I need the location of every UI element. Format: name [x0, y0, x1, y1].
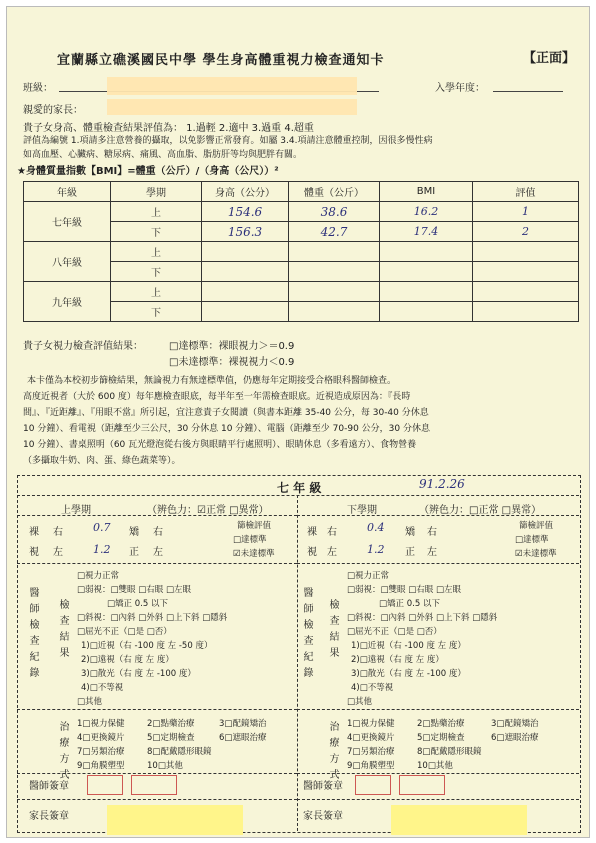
treat-item: 7□另類治療: [77, 747, 125, 757]
treat-item: 10□其他: [147, 761, 183, 771]
exam-title: 檢查結果: [57, 599, 68, 663]
intro-line1: 貴子女身高、體重檢查結果評值為： 1.過輕 2.適中 3.過重 4.超重: [23, 123, 314, 134]
exam-item: 4)□不等視: [351, 683, 394, 693]
divider: [17, 563, 297, 564]
notice-line1: 本卡僅為本校初步篩檢結果，無論視力有無達標準值，仍應每年定期接受合格眼科醫師檢查。: [27, 376, 397, 386]
height-cell: 156.3: [202, 222, 289, 242]
exam-item: □其他: [77, 697, 103, 707]
doctor-stamp: [87, 775, 123, 795]
th-rating: 評值: [473, 182, 579, 202]
doctor-stamp: [355, 775, 391, 795]
exam-label: 醫師檢查紀錄: [27, 587, 38, 683]
hospital-stamp: [399, 775, 445, 795]
hospital-stamp: [131, 775, 177, 795]
naked-label-2: 視: [307, 547, 317, 558]
treat-item: 4□更換鏡片: [77, 733, 125, 743]
upper-term-label: 上學期: [61, 505, 91, 516]
term-cell: 下: [111, 222, 202, 242]
doctor-sign-label: 醫師簽章: [303, 781, 343, 792]
intro-line3: 如高血壓、心臟病、糖尿病、痛風、高血脂、脂肪肝等均與肥胖有關。: [23, 150, 303, 160]
vision-result-pass: □達標準：裸眼視力＞＝0.9: [169, 341, 295, 352]
treat-item: 1□視力保健: [77, 719, 125, 729]
left-label: 左: [327, 547, 337, 558]
divider: [17, 515, 297, 516]
exam-item: □矯正 0.5 以下: [107, 599, 168, 609]
exam-item: 1)□近視（右 -100 度 左 度）: [351, 641, 466, 651]
rating-cell: [473, 242, 579, 262]
treat-item: 4□更換鏡片: [347, 733, 395, 743]
height-cell: [202, 242, 289, 262]
grade-cell: 九年級: [24, 282, 111, 322]
right-label: 右: [427, 527, 437, 538]
greeting: 親愛的家長：: [23, 105, 83, 116]
corrected-label-2: 正: [129, 547, 139, 558]
notice-line4: 10 分鐘）、看電視（距離至少三公尺，30 分休息 10 分鐘）、電腦（距離至少 70-90 公分，30 分休息: [23, 424, 430, 434]
weight-cell: [289, 282, 380, 302]
weight-cell: [289, 302, 380, 322]
left-label: 左: [153, 547, 163, 558]
left-label: 左: [53, 547, 63, 558]
exam-item: □視力正常: [347, 571, 390, 581]
term-cell: 上: [111, 242, 202, 262]
treat-item: 10□其他: [417, 761, 453, 771]
exam-item: □斜視：□內斜 □外斜 □上下斜 □隱斜: [77, 613, 228, 623]
divider: [17, 495, 579, 496]
treat-label: 治療方式: [57, 721, 68, 785]
table-row: [24, 282, 579, 302]
divider: [297, 799, 579, 800]
treat-item: 6□遮眼治療: [491, 733, 539, 743]
notice-line5: 10 分鐘）、書桌照明（60 瓦光燈泡從右後方與眼睛平行處照明）、眼睛休息（多看遠方）、食物營養: [23, 440, 417, 450]
table-row: [24, 242, 579, 262]
exam-label: 醫師檢查紀錄: [301, 587, 312, 683]
treat-item: 5□定期檢查: [147, 733, 195, 743]
treat-item: 5□定期檢查: [417, 733, 465, 743]
term-cell: 下: [111, 302, 202, 322]
grade-cell: 八年級: [24, 242, 111, 282]
exam-item: 1)□近視（右 -100 度 左 -50 度）: [81, 641, 213, 651]
parent-sign-label: 家長簽章: [29, 811, 69, 822]
height-cell: [202, 282, 289, 302]
notice-line6: （多攝取牛奶、肉、蛋、綠色蔬菜等）。: [23, 456, 181, 466]
screen-label: 篩檢評值: [519, 521, 554, 531]
th-bmi: BMI: [380, 182, 473, 202]
divider: [297, 515, 579, 516]
intro-line2: 評值為編號 1.項請多注意營養的攝取，以免影響正常發育。如屬 3.4.項請注意體重控制，因很多慢性病: [23, 136, 433, 146]
doctor-sign-label: 醫師簽章: [29, 781, 69, 792]
class-label: 班級：: [23, 83, 53, 94]
grade-cell: 七年級: [24, 202, 111, 242]
rating-cell: [473, 282, 579, 302]
height-cell: [202, 302, 289, 322]
divider: [297, 773, 579, 774]
exam-item: □矯正 0.5 以下: [379, 599, 440, 609]
corrected-label-2: 正: [405, 547, 415, 558]
notice-card: [6, 6, 590, 838]
rating-cell: [473, 302, 579, 322]
right-label: 右: [327, 527, 337, 538]
exam-item: □視力正常: [77, 571, 120, 581]
upper-color-vision: （辨色力：☑正常 □異常）: [147, 505, 269, 516]
divider: [17, 773, 297, 774]
parent-sign-sticker: [107, 805, 243, 835]
height-cell: [202, 262, 289, 282]
right-label: 右: [153, 527, 163, 538]
naked-label-2: 視: [29, 547, 39, 558]
treat-item: 8□配戴隱形眼鏡: [417, 747, 482, 757]
bmi-cell: 16.2: [380, 202, 473, 222]
notice-line2: 高度近視者（大於 600 度）每年應檢查眼底，每半年至一年需檢查眼底。近視造成原因為：『長時: [23, 392, 411, 402]
weight-cell: 38.6: [289, 202, 380, 222]
screen-fail: ☑未達標準: [233, 549, 275, 559]
divider: [297, 563, 579, 564]
bmi-cell: [380, 242, 473, 262]
parent-sign-sticker: [391, 805, 527, 835]
rating-cell: 2: [473, 222, 579, 242]
vision-result-fail: □未達標準：裸視視力＜0.9: [169, 357, 295, 368]
term-cell: 下: [111, 262, 202, 282]
treat-item: 3□配鏡矯治: [219, 719, 267, 729]
naked-label-1: 裸: [29, 527, 39, 538]
divider: [17, 799, 297, 800]
treat-item: 2□點藥治療: [147, 719, 195, 729]
corrected-label-1: 矯: [129, 527, 139, 538]
screen-pass: □達標準: [233, 535, 267, 545]
right-label: 右: [53, 527, 63, 538]
year-label: 入學年度：: [435, 83, 485, 94]
bmi-cell: [380, 282, 473, 302]
redaction-name: [107, 77, 357, 95]
divider: [17, 709, 297, 710]
exam-title: 檢查結果: [327, 599, 338, 663]
screen-pass: □達標準: [515, 535, 549, 545]
exam-item: □弱視：□雙眼 □右眼 □左眼: [77, 585, 192, 595]
term-cell: 上: [111, 282, 202, 302]
vision-result-label: 貴子女視力檢查評值結果：: [23, 341, 143, 352]
lower-right-naked: 0.4: [367, 521, 385, 534]
th-term: 學期: [111, 182, 202, 202]
exam-item: 3)□散光（右 度 左 -100 度）: [351, 669, 466, 679]
redaction-parent: [107, 99, 357, 115]
table-row: [24, 202, 579, 222]
face-tag: 【正面】: [522, 51, 575, 66]
term-cell: 上: [111, 202, 202, 222]
treat-label: 治療方式: [327, 721, 338, 785]
treat-item: 8□配戴隱形眼鏡: [147, 747, 212, 757]
lower-left-naked: 1.2: [367, 543, 385, 556]
bmi-cell: [380, 262, 473, 282]
treat-item: 1□視力保健: [347, 719, 395, 729]
exam-item: 2)□遠視（右 度 左 度）: [351, 655, 444, 665]
treat-item: 3□配鏡矯治: [491, 719, 539, 729]
notice-line3: 間』、『近距離』、『用眼不當』所引起，宜注意貴子女閱讀（與書本距離 35-40 公分，每 30-40 分休息: [23, 408, 429, 418]
exam-item: 2)□遠視（右 度 左 度）: [81, 655, 174, 665]
exam-item: 3)□散光（右 度 左 -100 度）: [81, 669, 196, 679]
exam-item: □其他: [347, 697, 373, 707]
treat-item: 2□點藥治療: [417, 719, 465, 729]
exam-item: □屈光不正（□是 □否）: [347, 627, 442, 637]
treat-item: 7□另類治療: [347, 747, 395, 757]
weight-cell: [289, 242, 380, 262]
th-height: 身高（公分）: [202, 182, 289, 202]
th-grade: 年級: [24, 182, 111, 202]
bmi-cell: 17.4: [380, 222, 473, 242]
exam-item: 4)□不等視: [81, 683, 124, 693]
left-label: 左: [427, 547, 437, 558]
lower-color-vision: （辨色力：□正常 □異常）: [419, 505, 542, 516]
naked-label-1: 裸: [307, 527, 317, 538]
treat-item: 9□角膜塑型: [77, 761, 125, 771]
screen-label: 篩檢評值: [237, 521, 272, 531]
exam-item: □屈光不正（□是 □否）: [77, 627, 172, 637]
growth-table: [23, 181, 579, 322]
treat-item: 9□角膜塑型: [347, 761, 395, 771]
corrected-label-1: 矯: [405, 527, 415, 538]
exam-item: □斜視：□內斜 □外斜 □上下斜 □隱斜: [347, 613, 498, 623]
screen-fail: ☑未達標準: [515, 549, 557, 559]
middle-divider: [297, 495, 298, 831]
upper-left-naked: 1.2: [93, 543, 111, 556]
th-weight: 體重（公斤）: [289, 182, 380, 202]
grade7-title: 七 年 級: [277, 481, 322, 495]
upper-right-naked: 0.7: [93, 521, 111, 534]
parent-sign-label: 家長簽章: [303, 811, 343, 822]
divider: [297, 709, 579, 710]
bmi-formula: ★身體質量指數【BMI】=體重（公斤）/（身高（公尺））²: [17, 166, 279, 177]
table-header-row: [24, 182, 579, 202]
rating-cell: [473, 262, 579, 282]
weight-cell: [289, 262, 380, 282]
year-underline: [493, 91, 563, 92]
height-cell: 154.6: [202, 202, 289, 222]
weight-cell: 42.7: [289, 222, 380, 242]
treat-item: 6□遮眼治療: [219, 733, 267, 743]
rating-cell: 1: [473, 202, 579, 222]
lower-term-label: 下學期: [347, 505, 377, 516]
exam-item: □弱視：□雙眼 □右眼 □左眼: [347, 585, 462, 595]
bmi-cell: [380, 302, 473, 322]
page-title: 宜蘭縣立礁溪國民中學 學生身高體重視力檢查通知卡: [57, 53, 385, 68]
grade7-date: 91.2.26: [419, 477, 465, 491]
